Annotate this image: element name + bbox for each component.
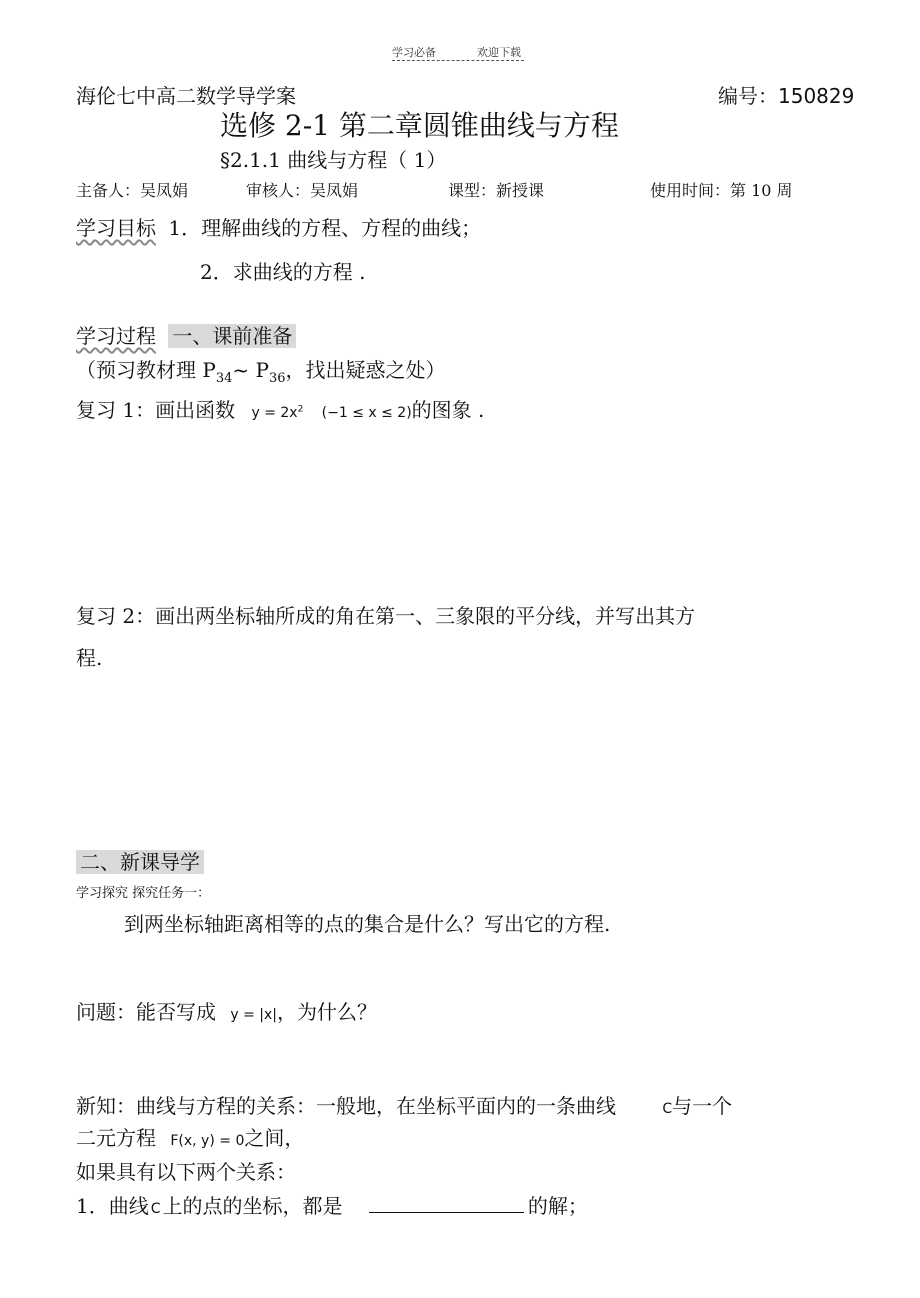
preview-page-end: 36 [268,371,286,386]
lesson-type: 课型：新授课 [448,181,545,200]
reviewer: 审核人：吴凤娟 [246,181,359,200]
explore-task: 到两坐标轴距离相等的点的集合是什么？写出它的方程. [124,912,611,936]
objective-2: 2．求曲线的方程 . [200,260,366,284]
review-2-line-1: 复习 2：画出两坐标轴所成的角在第一、三象限的平分线，并写出其方 [76,604,696,628]
section-2-heading-wrap [76,846,204,875]
explore-label: 学习探究 探究任务一： [76,886,211,901]
review-1-function-text: y = 2x [251,405,298,421]
process-label: 学习过程 [76,324,156,348]
usage-time: 使用时间：第 10 周 [650,181,793,200]
answer-blank[interactable] [369,1194,524,1213]
relation-1-text-b: 上的点的坐标，都是 [162,1194,343,1218]
review-1 [76,394,484,423]
header-left-text: 学习必备 [392,46,436,59]
relation-1-text-a: 1．曲线 [76,1194,149,1218]
question-text-b: ，为什么？ [277,1000,377,1024]
equation-text-a: 二元方程 [76,1126,156,1150]
preview-page-start: 34 [215,371,233,386]
equation-row [76,1122,304,1151]
curve-symbol: C [662,1101,673,1117]
question-text-a: 问题：能否写成 [76,1000,216,1024]
page-title: 选修 2-1 第二章圆锥曲线与方程 [220,109,619,142]
new-knowledge-row [76,1090,732,1119]
review-1-exponent: 2 [297,404,304,415]
question-formula: y = |x| [230,1007,277,1023]
school-name: 海伦七中高二数学导学案 [76,84,296,108]
review-1-domain: (−1 ≤ x ≤ 2) [321,405,412,421]
new-knowledge-text-a: 新知：曲线与方程的关系：一般地，在坐标平面内的一条曲线 [76,1094,616,1118]
objectives-label: 学习目标 [76,216,156,240]
equation-text-b: 之间， [244,1126,305,1150]
equation-formula: F(x, y) = 0 [170,1133,245,1149]
relation-1-curve-symbol: C [150,1201,161,1217]
review-1-tail: 的图象 . [411,398,485,422]
review-1-label: 复习 1：画出函数 [76,398,236,422]
doc-number: 编号：150829 [718,84,855,108]
objective-1: 1．理解曲线的方程、方程的曲线； [168,216,482,240]
process-row [76,320,296,349]
page-subtitle: §2.1.1 曲线与方程（ 1） [220,148,447,172]
relation-1-row [76,1190,588,1219]
preview-text-c: ，找出疑惑之处） [285,358,446,382]
preview-text-a: （预习教材理 P [76,358,216,382]
review-2-line-2: 程. [76,646,103,670]
preview-text-b: ~ P [232,358,269,382]
question-row [76,996,377,1025]
section-2-heading: 二、新课导学 [76,850,204,874]
review-1-function [251,405,303,421]
condition-text: 如果具有以下两个关系： [76,1160,296,1184]
relation-1-tail: 的解； [527,1194,588,1218]
header-right-text: 欢迎下载 [477,46,521,59]
preview-note [76,354,446,386]
preparer: 主备人：吴凤娟 [76,181,189,200]
section-1-heading: 一、课前准备 [168,324,296,348]
objectives-row [76,212,481,241]
header-divider [392,60,524,61]
new-knowledge-text-b: 与一个 [672,1094,733,1118]
